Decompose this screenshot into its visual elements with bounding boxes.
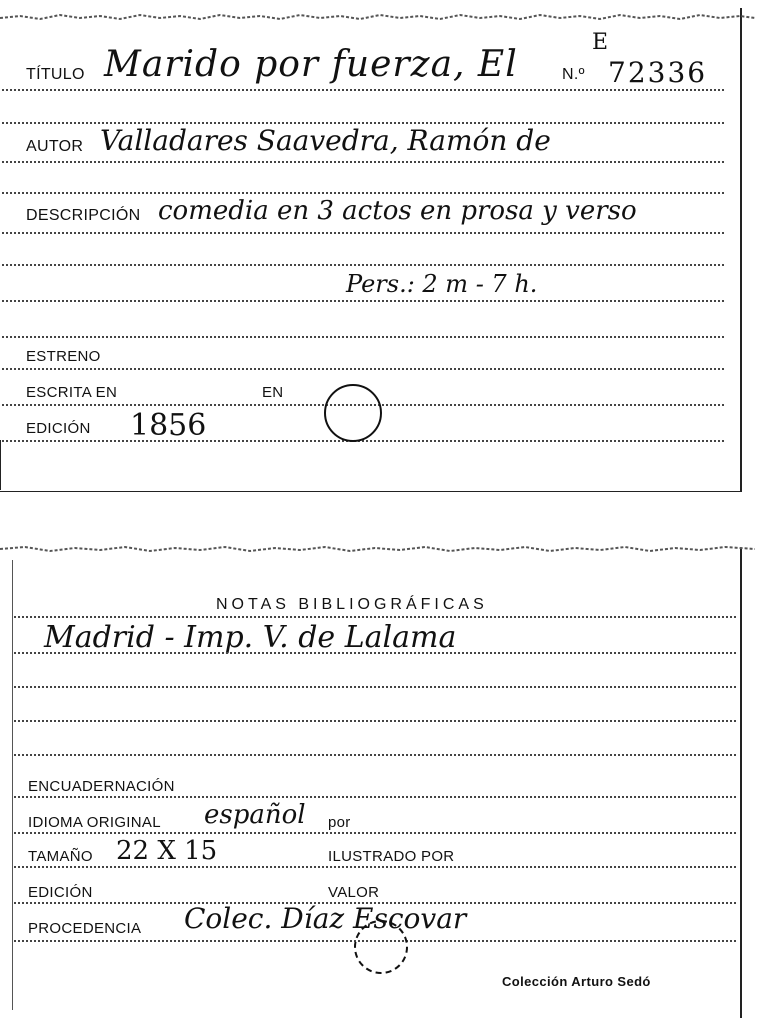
divider-n3: [14, 754, 736, 756]
divider-n2: [14, 720, 736, 722]
encuadernacion-label: ENCUADERNACIÓN: [28, 778, 175, 795]
en-label: EN: [262, 384, 284, 401]
ilustrado-label: ILUSTRADO POR: [328, 848, 455, 865]
notas-heading: NOTAS BIBLIOGRÁFICAS: [216, 596, 488, 613]
card-bottom-border: [0, 491, 740, 492]
por-label: por: [328, 814, 351, 831]
estreno-label: ESTRENO: [26, 348, 101, 365]
numero-label: N.º: [562, 66, 585, 83]
divider-idioma: [14, 832, 736, 834]
edicion-label: EDICIÓN: [26, 420, 91, 437]
procedencia-value: Colec. Díaz Escovar: [184, 902, 467, 935]
divider-titulo: [2, 89, 724, 91]
divider-2: [2, 192, 724, 194]
divider-heading: [14, 616, 736, 618]
card-left-border: [0, 440, 1, 490]
titulo-label: TÍTULO: [26, 66, 85, 83]
autor-label: AUTOR: [26, 138, 84, 155]
personajes-value: Pers.: 2 m - 7 h.: [346, 270, 538, 298]
edicion-value: 1856: [130, 408, 207, 443]
descripcion-value: comedia en 3 actos en prosa y verso: [158, 196, 637, 226]
divider-descripcion: [2, 232, 724, 234]
card-back-left-border: [12, 560, 13, 1010]
punch-hole-back: [354, 920, 408, 974]
autor-value: Valladares Saavedra, Ramón de: [100, 124, 551, 157]
escrita-label: ESCRITA EN: [26, 384, 118, 401]
numero-value: 72336: [608, 56, 708, 89]
numero-prefix: E: [592, 30, 609, 55]
divider-notas: [14, 652, 736, 654]
descripcion-label: DESCRIPCIÓN: [26, 207, 141, 224]
torn-edge-bottom-card: [0, 544, 755, 554]
divider-5: [2, 336, 724, 338]
torn-edge-top: [0, 12, 755, 22]
tamano-value: 22 X 15: [116, 836, 218, 866]
titulo-value: Marido por fuerza, El: [104, 44, 518, 85]
idioma-label: IDIOMA ORIGINAL: [28, 814, 161, 831]
divider-tamano: [14, 866, 736, 868]
divider-4: [2, 300, 724, 302]
divider-n1: [14, 686, 736, 688]
procedencia-label: PROCEDENCIA: [28, 920, 142, 937]
tamano-label: TAMAÑO: [28, 848, 93, 865]
punch-hole: [324, 384, 382, 442]
divider-encuadernacion: [14, 796, 736, 798]
notas-value: Madrid - Imp. V. de Lalama: [44, 620, 457, 655]
idioma-value: español: [204, 800, 306, 830]
divider-edicion: [2, 440, 724, 442]
divider-estreno: [2, 368, 724, 370]
divider-3: [2, 264, 724, 266]
divider-autor: [2, 161, 724, 163]
edicion2-label: EDICIÓN: [28, 884, 93, 901]
collection-credit: Colección Arturo Sedó: [502, 974, 651, 989]
valor-label: VALOR: [328, 884, 380, 901]
